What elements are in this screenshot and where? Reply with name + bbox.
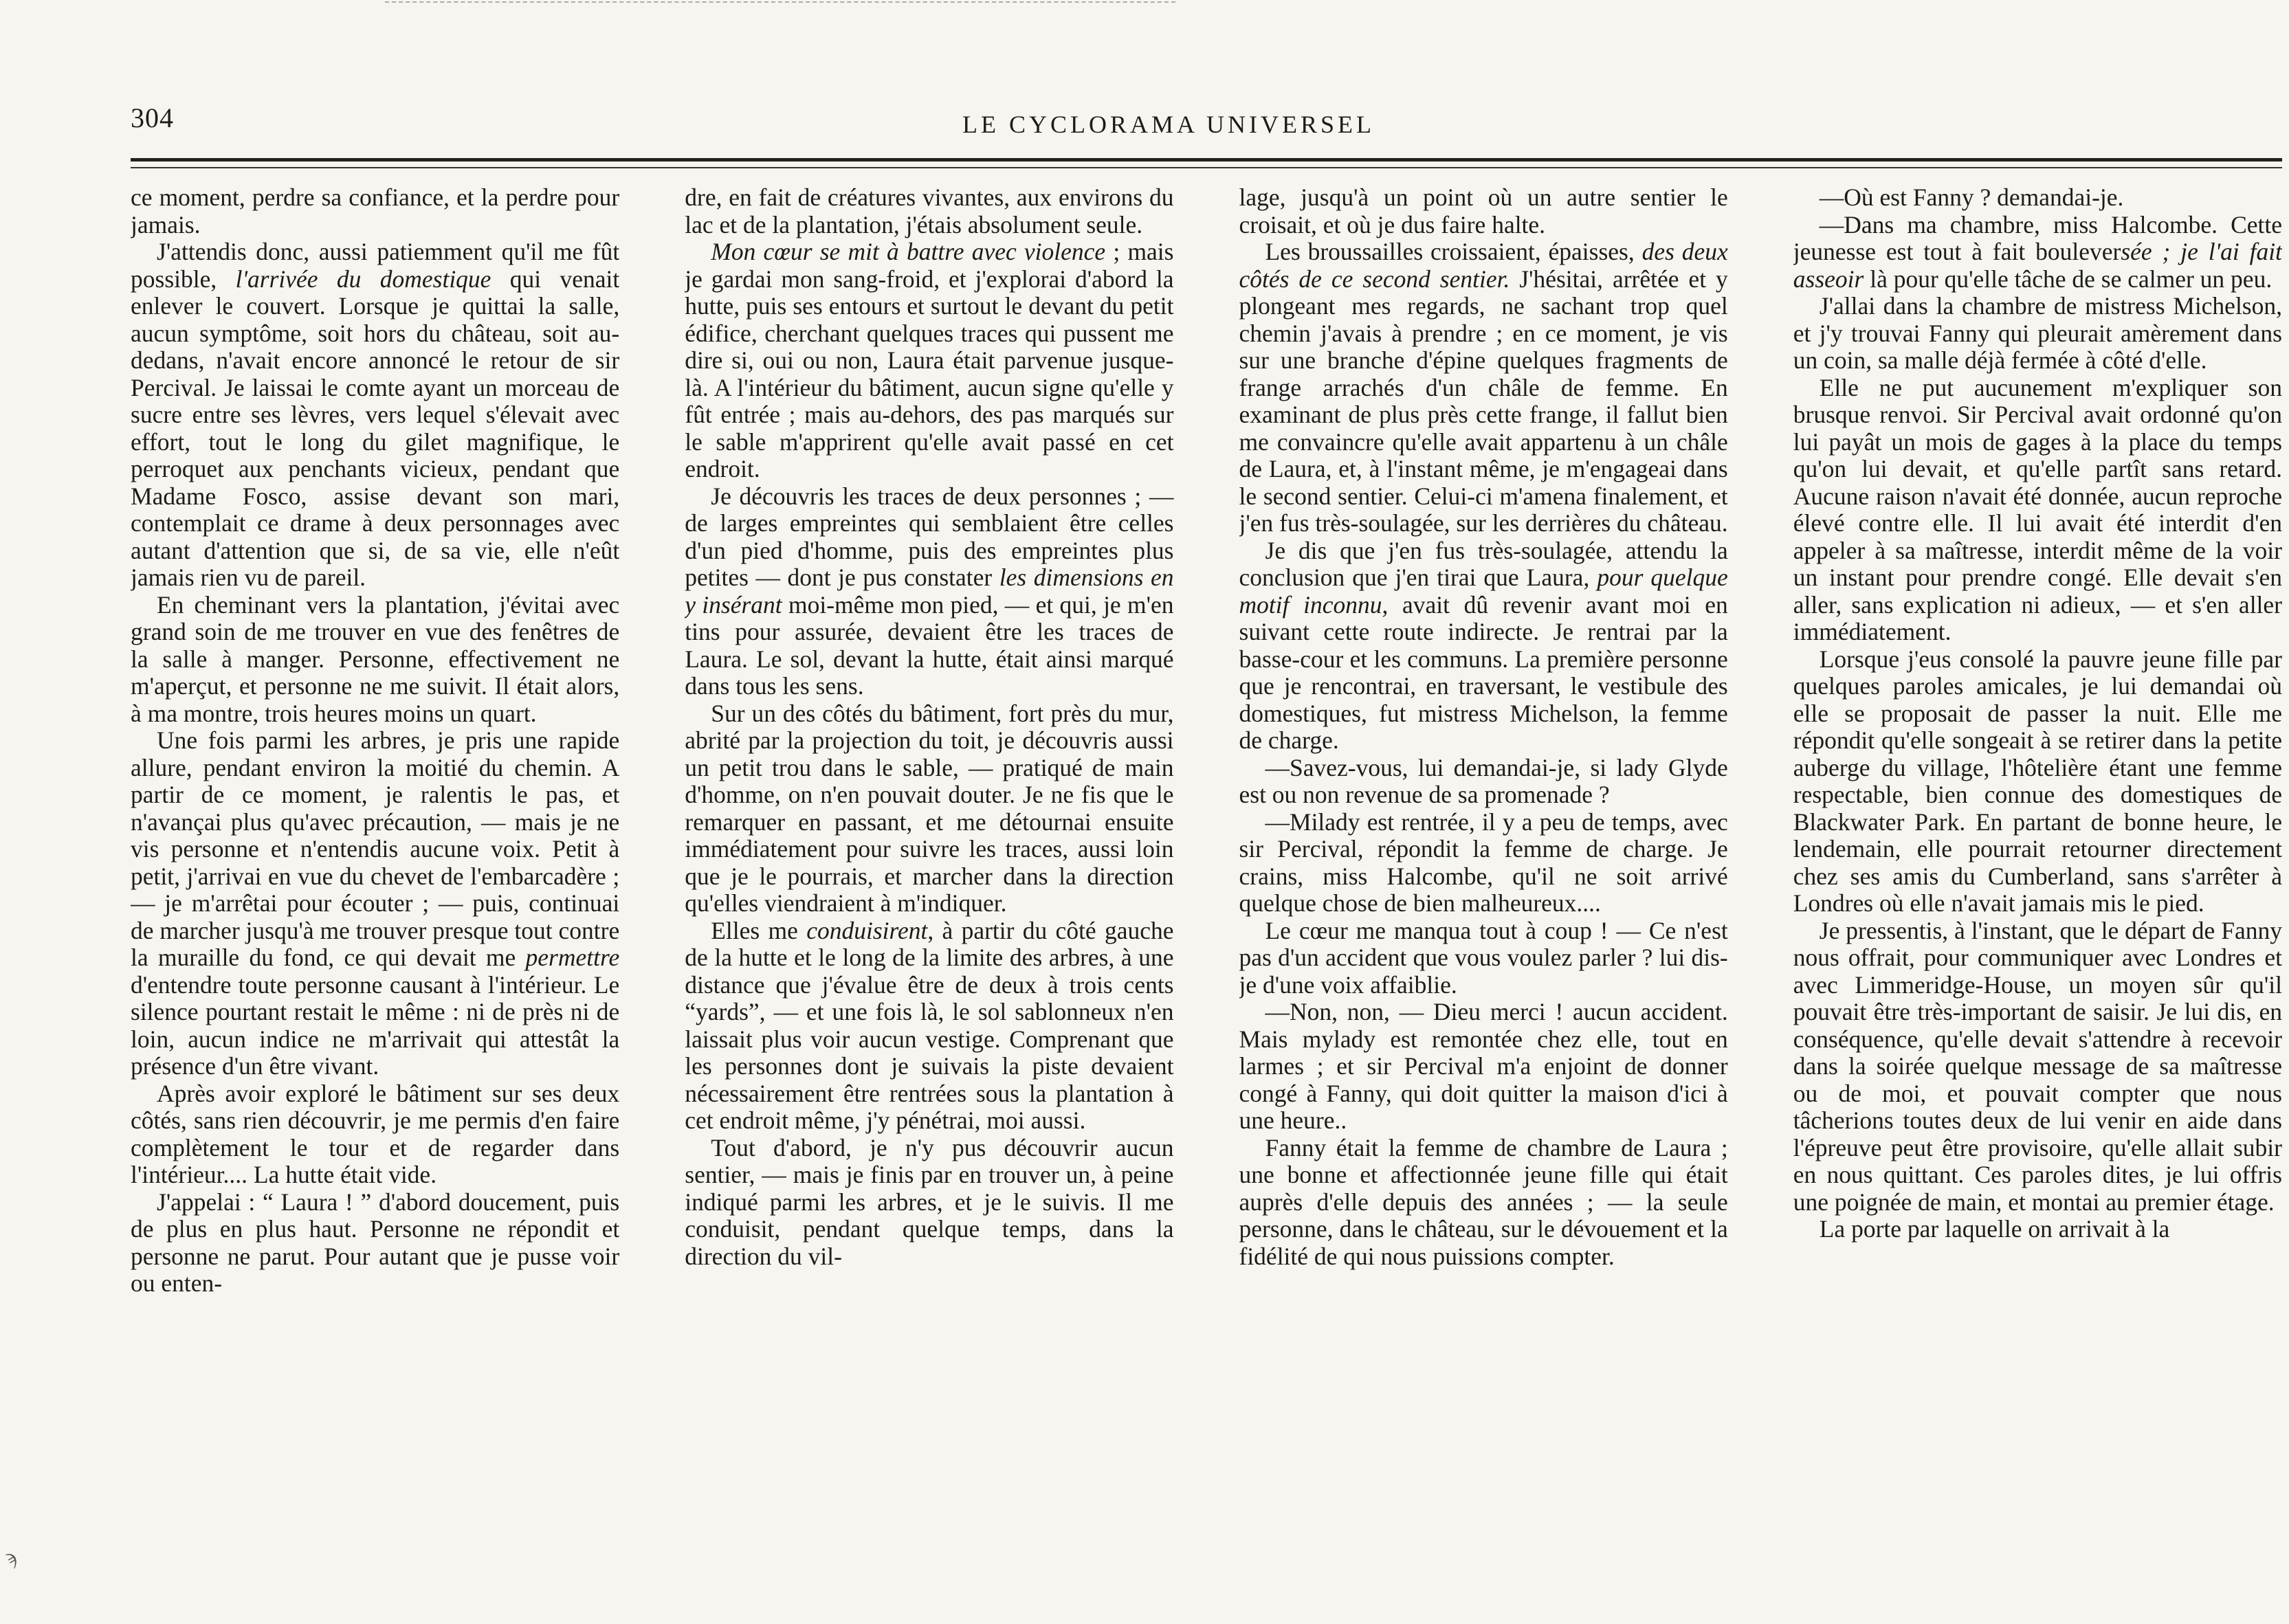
italic-run: pour quelque motif inconnu xyxy=(1239,564,1728,619)
text-run: La porte par laquelle on arrivait à la xyxy=(1819,1215,2170,1243)
text-run: —Milady est rentrée, il y a peu de temps, avec sir Percival, répondit la femme de charge. Je crains, miss Halcombe, qu'il ne soit arrivé quelque chose de bien malheureux.... xyxy=(1239,808,1728,917)
paragraph xyxy=(1239,537,1728,755)
column-2 xyxy=(685,184,1173,1610)
text-run: J'appelai : “ Laura ! ” d'abord doucement, puis de plus en plus haut. Personne ne répondit et personne ne parut. Pour autant que je pusse voir ou enten- xyxy=(131,1188,620,1297)
paragraph xyxy=(1239,809,1728,917)
paragraph xyxy=(1239,755,1728,809)
text-run: J'hésitai, arrêtée et y plongeant mes regards, ne sachant trop quel chemin j'avais à prendre ; en ce moment, je vis sur une branche d'épine quelques fragments de frange arrachés d'un châle de femme. En examinant de plus près cette frange, il fallut bien me convaincre qu'elle avait appartenu à un châle de Laura, et, à l'instant même, je m'engageai dans le second sentier. Celui-ci m'amena finalement, et j'en fus très-soulagée, sur les derrières du château. xyxy=(1239,265,1728,537)
column-3 xyxy=(1239,184,1728,1610)
text-run: là pour qu'elle tâche de se calmer un peu. xyxy=(1864,265,2273,293)
text-run: —Savez-vous, lui demandai-je, si lady Glyde est ou non revenue de sa promenade ? xyxy=(1239,753,1728,808)
paragraph xyxy=(1793,646,2282,917)
text-run: d'entendre toute personne causant à l'intérieur. Le silence pourtant restait le même : ni de près ni de loin, aucun indice ne m'arrivait qui attestât la présence d'un être vivant. xyxy=(131,970,620,1080)
paragraph xyxy=(1239,184,1728,238)
text-run: , avait dû revenir avant moi en suivant cette route indirecte. Je rentrai par la basse-cour et les communs. La première personne que je rencontrai, en traversant, le vestibule des domestiques, fut mistress Michelson, la femme de charge. xyxy=(1239,590,1728,754)
top-dashed-rule xyxy=(385,1,1175,3)
column-4 xyxy=(1793,184,2282,1610)
text-run: Je dis que j'en fus très-soulagée, attendu la conclusion que j'en tirai que Laura, xyxy=(1239,536,1728,591)
running-head: LE CYCLORAMA UNIVERSEL xyxy=(962,111,1375,138)
text-run: —Où est Fanny ? demandai-je. xyxy=(1819,184,2124,211)
italic-run: Mon cœur se mit à battre avec violence xyxy=(711,238,1106,265)
text-run: Sur un des côtés du bâtiment, fort près du mur, abrité par la projection du toit, je découvris aussi un petit trou dans le sable, — pratiqué de main d'homme, on n'en pouvait douter. Je ne fis que le remarquer en passant, et me détournai ensuite immédiatement pour suivre les traces, aussi loin que je le pourrais, et marcher dans la direction qu'elles viendraient à m'indiquer. xyxy=(685,699,1174,917)
text-run: Elles me xyxy=(711,916,807,944)
text-run: Une fois parmi les arbres, je pris une rapide allure, pendant environ la moitié du chemin. A partir de ce moment, je ralentis le pas, et n'avançai plus qu'avec précaution, — mais je ne vis personne et n'entendis aucune voix. Petit à petit, j'arrivai en vue du chevet de l'embarcadère ; — je m'arrêtai pour écouter ; — puis, continuai de marcher jusqu'à me trouver presque tout contre la muraille du fond, ce qui devait me xyxy=(131,726,620,971)
paragraph xyxy=(1793,375,2282,646)
paragraph xyxy=(131,184,619,238)
paragraph xyxy=(1239,238,1728,537)
paragraph xyxy=(1239,1135,1728,1271)
text-columns xyxy=(131,184,2282,1610)
paragraph xyxy=(1239,999,1728,1135)
text-run: ce moment, perdre sa confiance, et la perdre pour jamais. xyxy=(131,184,620,238)
paragraph xyxy=(1793,212,2282,293)
text-run: Le cœur me manqua tout à coup ! — Ce n'est pas d'un accident que vous voulez parler ? lui dis-je d'une voix affaiblie. xyxy=(1239,916,1728,999)
paragraph xyxy=(685,1135,1173,1271)
header-rule-thin xyxy=(131,167,2282,168)
italic-run: des deux côtés de ce second sentier. xyxy=(1239,238,1728,293)
paragraph xyxy=(131,238,619,592)
column-1 xyxy=(131,184,619,1610)
text-run: qui venait enlever le couvert. Lorsque je quittai la salle, aucun symptôme, soit hors du château, soit au-dedans, n'avait encore annoncé le retour de sir Percival. Je laissai le comte ayant un morceau de sucre entre ses lèvres, vers lequel s'élevait avec effort, tout le long du gilet magnifique, le perroquet aux penchants vicieux, pendant que Madame Fosco, assise devant son mari, contemplait ce drame à deux personnages avec autant d'attention que si, de sa vie, elle n'eût jamais rien vu de pareil. xyxy=(131,265,620,591)
paragraph xyxy=(685,184,1173,238)
text-run: J'attendis donc, aussi patiemment qu'il me fût possible, xyxy=(131,238,620,293)
paragraph xyxy=(131,592,619,728)
paragraph xyxy=(685,917,1173,1135)
header-rule-thick xyxy=(131,158,2282,162)
paragraph xyxy=(685,238,1173,483)
italic-run: permettre xyxy=(525,944,620,971)
text-run: —Dans ma chambre, miss Halcombe. Cette jeunesse est tout à fait boulever xyxy=(1793,210,2282,265)
text-run: J'allai dans la chambre de mistress Michelson, et j'y trouvai Fanny qui pleurait amèrement dans un coin, sa malle déjà fermée à côté d'elle. xyxy=(1793,292,2282,374)
paragraph xyxy=(1239,917,1728,999)
paragraph xyxy=(1793,1216,2282,1243)
text-run: , à partir du côté gauche de la hutte et le long de la limite des arbres, à une distance que j'évalue être de deux à trois cents “yards”, — et une fois là, le sol sablonneux n'en laissait plus voir aucun vestige. Comprenant que les personnes dont je suivais la piste devaient nécessairement être rentrées sous la plantation à cet endroit même, j'y pénétrai, moi aussi. xyxy=(685,916,1174,1134)
paragraph xyxy=(1793,184,2282,212)
text-run: lage, jusqu'à un point où un autre sentier le croisait, et où je dus faire halte. xyxy=(1239,184,1728,238)
text-run: Après avoir exploré le bâtiment sur ses deux côtés, sans rien découvrir, je me permis d'en faire complètement le tour et de regarder dans l'intérieur.... La hutte était vide. xyxy=(131,1079,620,1188)
paragraph xyxy=(131,1189,619,1298)
page-number: 304 xyxy=(131,102,174,133)
italic-run: conduisirent xyxy=(806,916,928,944)
italic-run: les dimensions en y insérant xyxy=(685,564,1174,619)
text-run: moi-même mon pied, — et qui, je m'en tins pour assurée, devaient être les traces de Laura. Le sol, devant la hutte, était ainsi marqué dans tous les sens. xyxy=(685,590,1174,700)
text-run: Fanny était la femme de chambre de Laura ; une bonne et affectionnée jeune fille qui était auprès d'elle depuis des années ; — la seule personne, dans le château, sur le dévouement et la fidélité de qui nous puissions compter. xyxy=(1239,1133,1728,1270)
text-run: —Non, non, — Dieu merci ! aucun accident. Mais mylady est remontée chez elle, tout en larmes ; et sir Percival m'a enjoint de donner congé à Fanny, qui doit quitter la maison d'ici à une heure.. xyxy=(1239,998,1728,1134)
text-run: Tout d'abord, je n'y pus découvrir aucun sentier, — mais je finis par en trouver un, à peine indiqué parmi les arbres, et je le suivis. Il me conduisit, pendant quelque temps, dans la direction du vil- xyxy=(685,1133,1174,1270)
text-run: En cheminant vers la plantation, j'évitai avec grand soin de me trouver en vue des fenêtres de la salle à manger. Personne, effectivement ne m'aperçut, et personne ne me suivit. Il était alors, à ma montre, trois heures moins un quart. xyxy=(131,590,620,727)
italic-run: sée ; je l'ai fait asseoir xyxy=(1793,238,2282,293)
paragraph xyxy=(685,483,1173,700)
text-run: Je pressentis, à l'instant, que le départ de Fanny nous offrait, pour communiquer avec Londres et avec Limmeridge-House, un moyen sûr qu'il pouvait être très-important de saisir. Je lui dis, en conséquence, qu'elle devait s'attendre à recevoir dans la soirée quelque message de sa maîtresse ou de moi, et pouvait compter que nous tâcherions toutes deux de lui venir en aide dans l'épreuve peut être provisoire, qu'elle allait subir en nous quittant. Ces paroles dites, je lui offris une poignée de main, et montai au premier étage. xyxy=(1793,916,2282,1216)
paragraph xyxy=(685,700,1173,917)
paragraph xyxy=(131,727,619,1080)
paragraph xyxy=(131,1080,619,1189)
margin-mark: ϡ xyxy=(5,1546,17,1569)
text-run: Je découvris les traces de deux personnes ; — de larges empreintes qui semblaient être celles d'un pied d'homme, puis des empreintes plus petites — dont je pus constater xyxy=(685,482,1174,591)
text-run: Elle ne put aucunement m'expliquer son brusque renvoi. Sir Percival avait ordonné qu'on lui payât un mois de gages à la place du temps qu'on lui devait, et qu'elle partît sans retard. Aucune raison n'avait été donnée, aucun reproche élevé contre elle. Il lui avait été interdit d'en appeler à sa maîtresse, interdit même de la voir un instant pour prendre congé. Elle devait s'en aller, sans explication ni adieux, — et s'en aller immédiatement. xyxy=(1793,373,2282,645)
text-run: ; mais je gardai mon sang-froid, et j'explorai d'abord la hutte, puis ses entours et surtout le devant du petit édifice, cherchant quelques traces qui pussent me dire si, oui ou non, Laura était parvenue jusque-là. A l'intérieur du bâtiment, aucun signe qu'elle y fût entrée ; mais au-dehors, des pas marqués sur le sable m'apprirent qu'elle avait passé en cet endroit. xyxy=(685,238,1174,482)
paragraph xyxy=(1793,917,2282,1216)
paragraph xyxy=(1793,293,2282,375)
text-run: dre, en fait de créatures vivantes, aux environs du lac et de la plantation, j'étais absolument seule. xyxy=(685,184,1174,238)
italic-run: l'arrivée du domestique xyxy=(235,265,491,293)
text-run: Lorsque j'eus consolé la pauvre jeune fille par quelques paroles amicales, je lui demandai où elle se proposait de passer la nuit. Elle me répondit qu'elle songeait à se retirer dans la petite auberge du village, l'hôtelière étant une femme respectable, bien connue des domestiques de Blackwater Park. En partant de bonne heure, le lendemain, elle pourrait retourner directement chez ses amis du Cumberland, sans s'arrêter à Londres où elle n'avait jamais mis le pied. xyxy=(1793,645,2282,917)
text-run: Les broussailles croissaient, épaisses, xyxy=(1265,238,1642,265)
